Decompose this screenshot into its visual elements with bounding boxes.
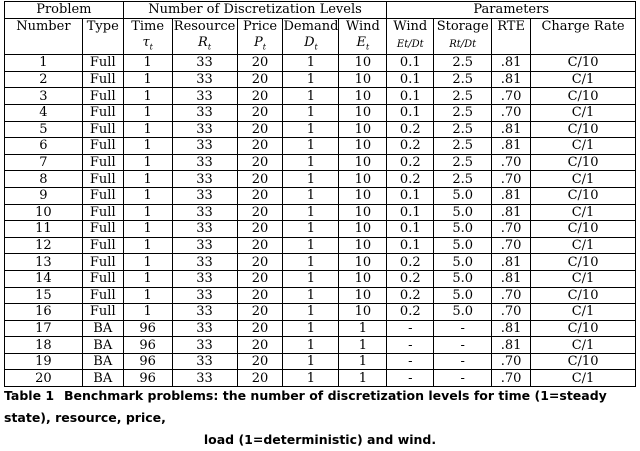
group-discretization: Number of Discretization Levels: [123, 2, 387, 19]
table-row: [5, 187, 636, 204]
group-parameters: Parameters: [387, 2, 636, 19]
table-cell: 1: [5, 55, 83, 72]
table-cell: 33: [172, 104, 237, 121]
table-cell: 1: [283, 187, 339, 204]
table-cell: 1: [283, 88, 339, 105]
table-cell: .70: [492, 104, 531, 121]
symbol-header-row: [5, 35, 636, 55]
table-cell: .81: [492, 71, 531, 88]
table-row: [5, 353, 636, 370]
benchmark-table: [4, 1, 636, 387]
table-cell: 1: [123, 204, 172, 221]
table-cell: C/1: [531, 171, 636, 188]
table-cell: 20: [237, 55, 283, 72]
table-cell: 33: [172, 187, 237, 204]
table-cell: 20: [237, 138, 283, 155]
table-cell: 1: [283, 204, 339, 221]
table-row: [5, 88, 636, 105]
table-cell: 0.1: [387, 187, 434, 204]
table-cell: 1: [283, 154, 339, 171]
table-cell: 20: [237, 337, 283, 354]
table-cell: 1: [283, 337, 339, 354]
table-cell: 33: [172, 304, 237, 321]
group-problem: Problem: [5, 2, 124, 19]
table-cell: 1: [123, 88, 172, 105]
table-cell: .70: [492, 304, 531, 321]
table-cell: .70: [492, 154, 531, 171]
table-cell: .81: [492, 187, 531, 204]
table-cell: 0.1: [387, 55, 434, 72]
table-cell: 1: [123, 221, 172, 238]
table-cell: 1: [123, 304, 172, 321]
table-cell: 7: [5, 154, 83, 171]
table-cell: Full: [82, 55, 123, 72]
table-cell: 33: [172, 121, 237, 138]
column-symbol: $D_t$: [283, 35, 339, 55]
table-cell: 20: [237, 71, 283, 88]
column-header: Storage: [434, 18, 492, 35]
table-cell: 10: [339, 121, 387, 138]
table-cell: .70: [492, 88, 531, 105]
table-cell: 0.2: [387, 287, 434, 304]
column-header: Wind: [339, 18, 387, 35]
table-cell: Full: [82, 270, 123, 287]
table-cell: 20: [237, 171, 283, 188]
table-cell: 6: [5, 138, 83, 155]
table-cell: .81: [492, 337, 531, 354]
table-cell: Full: [82, 71, 123, 88]
table-cell: Full: [82, 88, 123, 105]
table-row: [5, 121, 636, 138]
table-cell: .70: [492, 171, 531, 188]
column-symbol: $\tau_t$: [123, 35, 172, 55]
table-cell: 1: [123, 187, 172, 204]
table-cell: .81: [492, 55, 531, 72]
table-cell: 1: [123, 270, 172, 287]
table-cell: 0.1: [387, 104, 434, 121]
table-cell: 10: [339, 171, 387, 188]
column-header: Charge Rate: [531, 18, 636, 35]
table-cell: 2.5: [434, 171, 492, 188]
table-cell: .70: [492, 370, 531, 387]
table-cell: 33: [172, 71, 237, 88]
table-cell: Full: [82, 104, 123, 121]
table-body: [5, 55, 636, 387]
table-cell: 0.1: [387, 237, 434, 254]
table-cell: 20: [237, 221, 283, 238]
table-cell: 20: [5, 370, 83, 387]
table-cell: 96: [123, 353, 172, 370]
table-cell: 5.0: [434, 187, 492, 204]
table-cell: 10: [339, 254, 387, 271]
table-cell: 1: [283, 71, 339, 88]
table-cell: 96: [123, 370, 172, 387]
table-cell: BA: [82, 370, 123, 387]
caption-label: Table 1: [4, 388, 55, 403]
table-cell: 1: [339, 337, 387, 354]
table-cell: 2.5: [434, 138, 492, 155]
table-cell: 17: [5, 320, 83, 337]
table-cell: 1: [283, 254, 339, 271]
table-cell: Full: [82, 221, 123, 238]
table-cell: 10: [5, 204, 83, 221]
table-cell: 20: [237, 104, 283, 121]
table-cell: 10: [339, 270, 387, 287]
table-cell: 1: [283, 353, 339, 370]
table-cell: 0.2: [387, 304, 434, 321]
table-cell: .81: [492, 270, 531, 287]
table-cell: C/10: [531, 320, 636, 337]
table-cell: 10: [339, 187, 387, 204]
table-cell: 20: [237, 353, 283, 370]
table-cell: 20: [237, 237, 283, 254]
table-cell: C/10: [531, 55, 636, 72]
table-row: [5, 71, 636, 88]
column-symbol: Rt/Dt: [434, 35, 492, 55]
table-row: [5, 337, 636, 354]
table-cell: 1: [123, 121, 172, 138]
table-cell: 2.5: [434, 71, 492, 88]
table-cell: 1: [123, 237, 172, 254]
table-row: [5, 154, 636, 171]
table-cell: Full: [82, 171, 123, 188]
table-row: [5, 320, 636, 337]
table-cell: 10: [339, 287, 387, 304]
table-cell: 33: [172, 237, 237, 254]
table-cell: C/1: [531, 304, 636, 321]
table-cell: 96: [123, 337, 172, 354]
table-cell: 15: [5, 287, 83, 304]
table-cell: 33: [172, 138, 237, 155]
table-cell: 33: [172, 337, 237, 354]
caption-line1: Benchmark problems: the number of discretization levels for time (1=steady state), resource, price,: [4, 388, 607, 425]
table-cell: 1: [123, 138, 172, 155]
table-cell: 20: [237, 88, 283, 105]
table-cell: 1: [283, 55, 339, 72]
column-header-row: [5, 18, 636, 35]
table-cell: 1: [283, 138, 339, 155]
table-cell: 33: [172, 370, 237, 387]
table-cell: 10: [339, 88, 387, 105]
table-cell: 1: [283, 104, 339, 121]
table-cell: 2.5: [434, 154, 492, 171]
table-cell: 10: [339, 221, 387, 238]
table-cell: 2: [5, 71, 83, 88]
table-cell: C/1: [531, 104, 636, 121]
table-cell: C/1: [531, 337, 636, 354]
table-cell: Full: [82, 304, 123, 321]
table-cell: 4: [5, 104, 83, 121]
table-cell: 16: [5, 304, 83, 321]
table-cell: C/10: [531, 187, 636, 204]
table-cell: C/10: [531, 287, 636, 304]
table-cell: 20: [237, 287, 283, 304]
table-row: [5, 204, 636, 221]
table-cell: 2.5: [434, 55, 492, 72]
column-header: RTE: [492, 18, 531, 35]
table-cell: 10: [339, 304, 387, 321]
column-header: Resource: [173, 19, 236, 35]
table-cell: 1: [339, 370, 387, 387]
table-cell: 2.5: [434, 121, 492, 138]
table-cell: BA: [82, 337, 123, 354]
table-cell: 0.1: [387, 88, 434, 105]
table-cell: .70: [492, 353, 531, 370]
table-cell: 20: [237, 187, 283, 204]
table-cell: 1: [283, 171, 339, 188]
table-cell: C/1: [531, 237, 636, 254]
table-cell: 1: [123, 55, 172, 72]
table-row: [5, 270, 636, 287]
table-cell: 33: [172, 254, 237, 271]
table-cell: 33: [172, 221, 237, 238]
column-header: Demand: [283, 19, 339, 35]
table-cell: 20: [237, 204, 283, 221]
table-cell: 1: [283, 221, 339, 238]
column-header: Price: [237, 18, 283, 35]
table-cell: 1: [283, 304, 339, 321]
column-symbol: Et/Dt: [387, 35, 434, 55]
table-cell: C/10: [531, 121, 636, 138]
column-symbol: [5, 35, 83, 55]
table-cell: Full: [82, 121, 123, 138]
table-row: [5, 221, 636, 238]
table-cell: 18: [5, 337, 83, 354]
table-cell: 33: [172, 171, 237, 188]
table-cell: 10: [339, 138, 387, 155]
table-cell: 10: [339, 154, 387, 171]
table-cell: C/1: [531, 370, 636, 387]
table-cell: 10: [339, 71, 387, 88]
table-row: [5, 254, 636, 271]
table-cell: 0.2: [387, 270, 434, 287]
table-cell: .81: [492, 204, 531, 221]
table-cell: 1: [123, 254, 172, 271]
table-cell: 10: [339, 55, 387, 72]
table-cell: BA: [82, 320, 123, 337]
table-cell: 0.2: [387, 171, 434, 188]
table-cell: C/1: [531, 270, 636, 287]
table-cell: 20: [237, 370, 283, 387]
table-cell: 0.2: [387, 121, 434, 138]
caption-line2: load (1=deterministic) and wind.: [203, 432, 437, 447]
table-cell: 5.0: [434, 304, 492, 321]
table-cell: Full: [82, 154, 123, 171]
table-row: [5, 138, 636, 155]
table-cell: 20: [237, 121, 283, 138]
table-cell: 33: [172, 55, 237, 72]
table-cell: -: [434, 370, 492, 387]
table-cell: C/10: [531, 88, 636, 105]
table-cell: 5.0: [434, 270, 492, 287]
column-symbol: $P_t$: [237, 35, 283, 55]
column-symbol: $R_t$: [172, 35, 237, 55]
table-cell: -: [434, 337, 492, 354]
table-cell: 11: [5, 221, 83, 238]
table-cell: Full: [82, 287, 123, 304]
table-cell: 5.0: [434, 237, 492, 254]
table-cell: .81: [492, 121, 531, 138]
column-symbol: [492, 35, 531, 55]
column-header: Wind: [387, 18, 434, 35]
table-cell: 12: [5, 237, 83, 254]
table-cell: 10: [339, 237, 387, 254]
table-cell: 3: [5, 88, 83, 105]
table-cell: .70: [492, 287, 531, 304]
table-cell: 1: [123, 287, 172, 304]
column-symbol: [531, 35, 636, 55]
column-symbol: $E_t$: [339, 35, 387, 55]
table-cell: 1: [123, 171, 172, 188]
table-row: [5, 171, 636, 188]
table-cell: C/10: [531, 254, 636, 271]
group-header-row: [5, 2, 636, 19]
table-row: [5, 237, 636, 254]
table-cell: 14: [5, 270, 83, 287]
table-cell: 0.2: [387, 154, 434, 171]
table-cell: 1: [283, 121, 339, 138]
table-cell: Full: [82, 204, 123, 221]
table-cell: BA: [82, 353, 123, 370]
table-cell: 19: [5, 353, 83, 370]
table-row: [5, 104, 636, 121]
table-cell: 1: [283, 270, 339, 287]
table-cell: 33: [172, 270, 237, 287]
table-cell: 1: [283, 287, 339, 304]
table-cell: 0.2: [387, 254, 434, 271]
table-cell: C/1: [531, 204, 636, 221]
table-cell: 33: [172, 320, 237, 337]
table-cell: C/10: [531, 221, 636, 238]
table-cell: 5.0: [434, 221, 492, 238]
table-cell: 33: [172, 287, 237, 304]
table-cell: 1: [283, 320, 339, 337]
table-cell: .81: [492, 138, 531, 155]
table-cell: 0.2: [387, 138, 434, 155]
table-cell: C/10: [531, 154, 636, 171]
table-cell: Full: [82, 254, 123, 271]
table-caption: [4, 385, 636, 451]
table-cell: 1: [283, 370, 339, 387]
table-cell: 9: [5, 187, 83, 204]
table-cell: .70: [492, 221, 531, 238]
table-cell: 1: [339, 320, 387, 337]
table-cell: 33: [172, 204, 237, 221]
table-cell: Full: [82, 138, 123, 155]
table-cell: 20: [237, 320, 283, 337]
table-cell: 13: [5, 254, 83, 271]
column-header: Type: [82, 18, 123, 35]
table-cell: 33: [172, 154, 237, 171]
table-cell: 1: [283, 237, 339, 254]
table-cell: C/1: [531, 71, 636, 88]
table-cell: 20: [237, 304, 283, 321]
table-cell: -: [387, 353, 434, 370]
table-cell: 5.0: [434, 287, 492, 304]
table-cell: 1: [123, 154, 172, 171]
table-cell: C/1: [531, 138, 636, 155]
table-cell: -: [434, 320, 492, 337]
table-cell: 20: [237, 154, 283, 171]
table-cell: 96: [123, 320, 172, 337]
table-cell: 0.1: [387, 204, 434, 221]
table-cell: C/10: [531, 353, 636, 370]
table-cell: Full: [82, 237, 123, 254]
table-cell: 2.5: [434, 88, 492, 105]
table-cell: 10: [339, 204, 387, 221]
table-cell: 5.0: [434, 204, 492, 221]
table-row: [5, 55, 636, 72]
table-cell: 33: [172, 88, 237, 105]
table-cell: 0.1: [387, 71, 434, 88]
table-cell: 20: [237, 270, 283, 287]
table-cell: -: [434, 353, 492, 370]
table-cell: -: [387, 320, 434, 337]
table-cell: .81: [492, 254, 531, 271]
table-cell: -: [387, 370, 434, 387]
table-cell: -: [387, 337, 434, 354]
table-cell: 2.5: [434, 104, 492, 121]
table-cell: 5.0: [434, 254, 492, 271]
table-row: [5, 304, 636, 321]
table-cell: 10: [339, 104, 387, 121]
table-cell: 1: [123, 104, 172, 121]
table-cell: 0.1: [387, 221, 434, 238]
column-header: Time: [123, 18, 172, 35]
table-cell: 33: [172, 353, 237, 370]
table-cell: 1: [339, 353, 387, 370]
table-cell: 8: [5, 171, 83, 188]
table-cell: 20: [237, 254, 283, 271]
table-cell: .81: [492, 320, 531, 337]
table-row: [5, 287, 636, 304]
table-cell: Full: [82, 187, 123, 204]
column-symbol: [82, 35, 123, 55]
column-header: Number: [5, 18, 83, 35]
table-cell: .70: [492, 237, 531, 254]
table-cell: 1: [123, 71, 172, 88]
table-cell: 5: [5, 121, 83, 138]
